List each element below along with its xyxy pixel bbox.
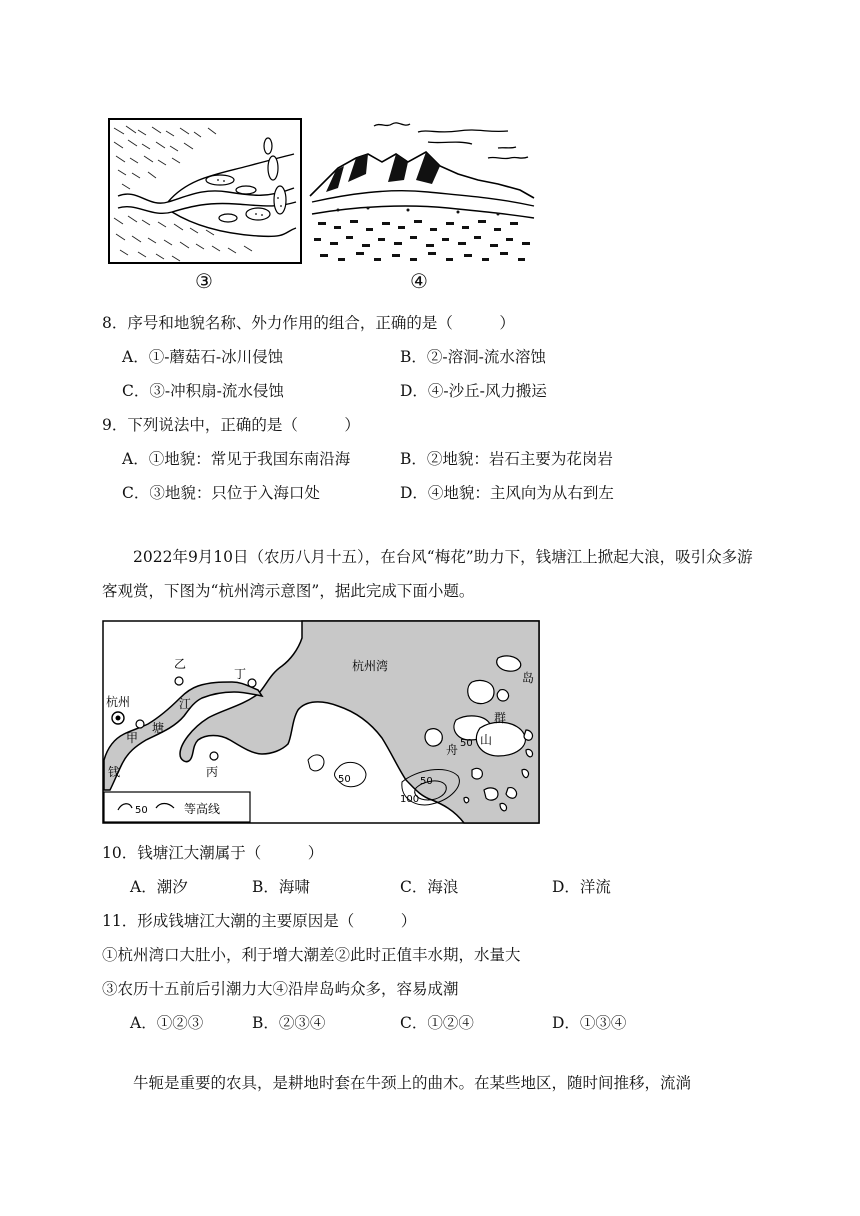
q9-option-a[interactable]: A．①地貌：常见于我国东南沿海 bbox=[122, 450, 351, 468]
map-label-bing: 丙 bbox=[206, 765, 219, 779]
q11-option-d[interactable]: D．①③④ bbox=[552, 1014, 627, 1032]
q8-option-b[interactable]: B．②-溶洞-流水溶蚀 bbox=[400, 348, 546, 366]
q11-statement-line-1: ①杭州湾口大肚小，利于增大潮差②此时正值丰水期，水量大 bbox=[102, 946, 521, 964]
q11-option-b[interactable]: B．②③④ bbox=[252, 1014, 326, 1032]
q10-option-b[interactable]: B．海啸 bbox=[252, 878, 310, 896]
map-label-qian: 钱 bbox=[108, 765, 121, 779]
q8-option-a[interactable]: A．①-蘑菇石-冰川侵蚀 bbox=[122, 348, 284, 366]
figure-3-label: ③ bbox=[195, 269, 213, 293]
map-label-bay: 杭州湾 bbox=[352, 659, 389, 673]
q10-option-a[interactable]: A．潮汐 bbox=[130, 878, 188, 896]
map-label-dao: 岛 bbox=[522, 671, 535, 685]
map-legend bbox=[104, 792, 250, 822]
map-label-qun: 群 bbox=[494, 711, 507, 725]
q10-stem: 10．钱塘江大潮属于（ ） bbox=[102, 844, 324, 862]
q11-statement-line-2: ③农历十五前后引潮力大④沿岸岛屿众多，容易成潮 bbox=[102, 980, 459, 998]
map-legend-label: 等高线 bbox=[184, 802, 221, 816]
map-label-yi: 乙 bbox=[174, 657, 187, 671]
map-label-hangzhou: 杭州 bbox=[106, 695, 131, 709]
map-label-ding: 丁 bbox=[234, 667, 247, 681]
q11-option-c[interactable]: C．①②④ bbox=[400, 1014, 474, 1032]
map-label-jiang: 江 bbox=[179, 697, 192, 711]
map-contour-50-land: 50 bbox=[338, 774, 351, 785]
figure-4-sand-dunes bbox=[308, 118, 536, 266]
map-label-shan: 山 bbox=[480, 733, 493, 747]
map-label-zhou: 舟 bbox=[446, 743, 459, 757]
hangzhou-bay-map bbox=[102, 620, 540, 824]
map-contour-50-peninsula: 50 bbox=[420, 776, 433, 787]
q11-option-a[interactable]: A．①②③ bbox=[130, 1014, 204, 1032]
intro-paragraph-oxbow: 牛轭是重要的农具，是耕地时套在牛颈上的曲木。在某些地区，随时间推移，流淌 bbox=[133, 1074, 692, 1092]
q9-option-d[interactable]: D．④地貌：主风向为从右到左 bbox=[400, 484, 614, 502]
q8-option-c[interactable]: C．③-冲积扇-流水侵蚀 bbox=[122, 382, 284, 400]
q9-option-c[interactable]: C．③地貌：只位于入海口处 bbox=[122, 484, 320, 502]
q8-stem: 8．序号和地貌名称、外力作用的组合，正确的是（ ） bbox=[102, 314, 515, 332]
q9-stem: 9．下列说法中，正确的是（ ） bbox=[102, 416, 360, 434]
map-contour-50-islands: 50 bbox=[460, 738, 473, 749]
q9-option-b[interactable]: B．②地貌：岩石主要为花岗岩 bbox=[400, 450, 613, 468]
q8-option-d[interactable]: D．④-沙丘-风力搬运 bbox=[400, 382, 547, 400]
q11-stem: 11．形成钱塘江大潮的主要原因是（ ） bbox=[102, 912, 417, 930]
figure-3-alluvial-fan bbox=[108, 118, 302, 264]
map-label-tang: 塘 bbox=[152, 721, 165, 735]
map-label-jia: 甲 bbox=[126, 731, 139, 745]
figure-4-label: ④ bbox=[410, 269, 428, 293]
q10-option-d[interactable]: D．洋流 bbox=[552, 878, 611, 896]
map-contour-100: 100 bbox=[400, 794, 420, 805]
intro-paragraph-hangzhou-bay: 2022年9月10日（农历八月十五），在台风“梅花”助力下，钱塘江上掀起大浪，吸引众多游客观赏，下图为“杭州湾示意图”，据此完成下面小题。 bbox=[102, 548, 753, 600]
map-legend-value: 50 bbox=[135, 805, 148, 816]
q10-option-c[interactable]: C．海浪 bbox=[400, 878, 459, 896]
